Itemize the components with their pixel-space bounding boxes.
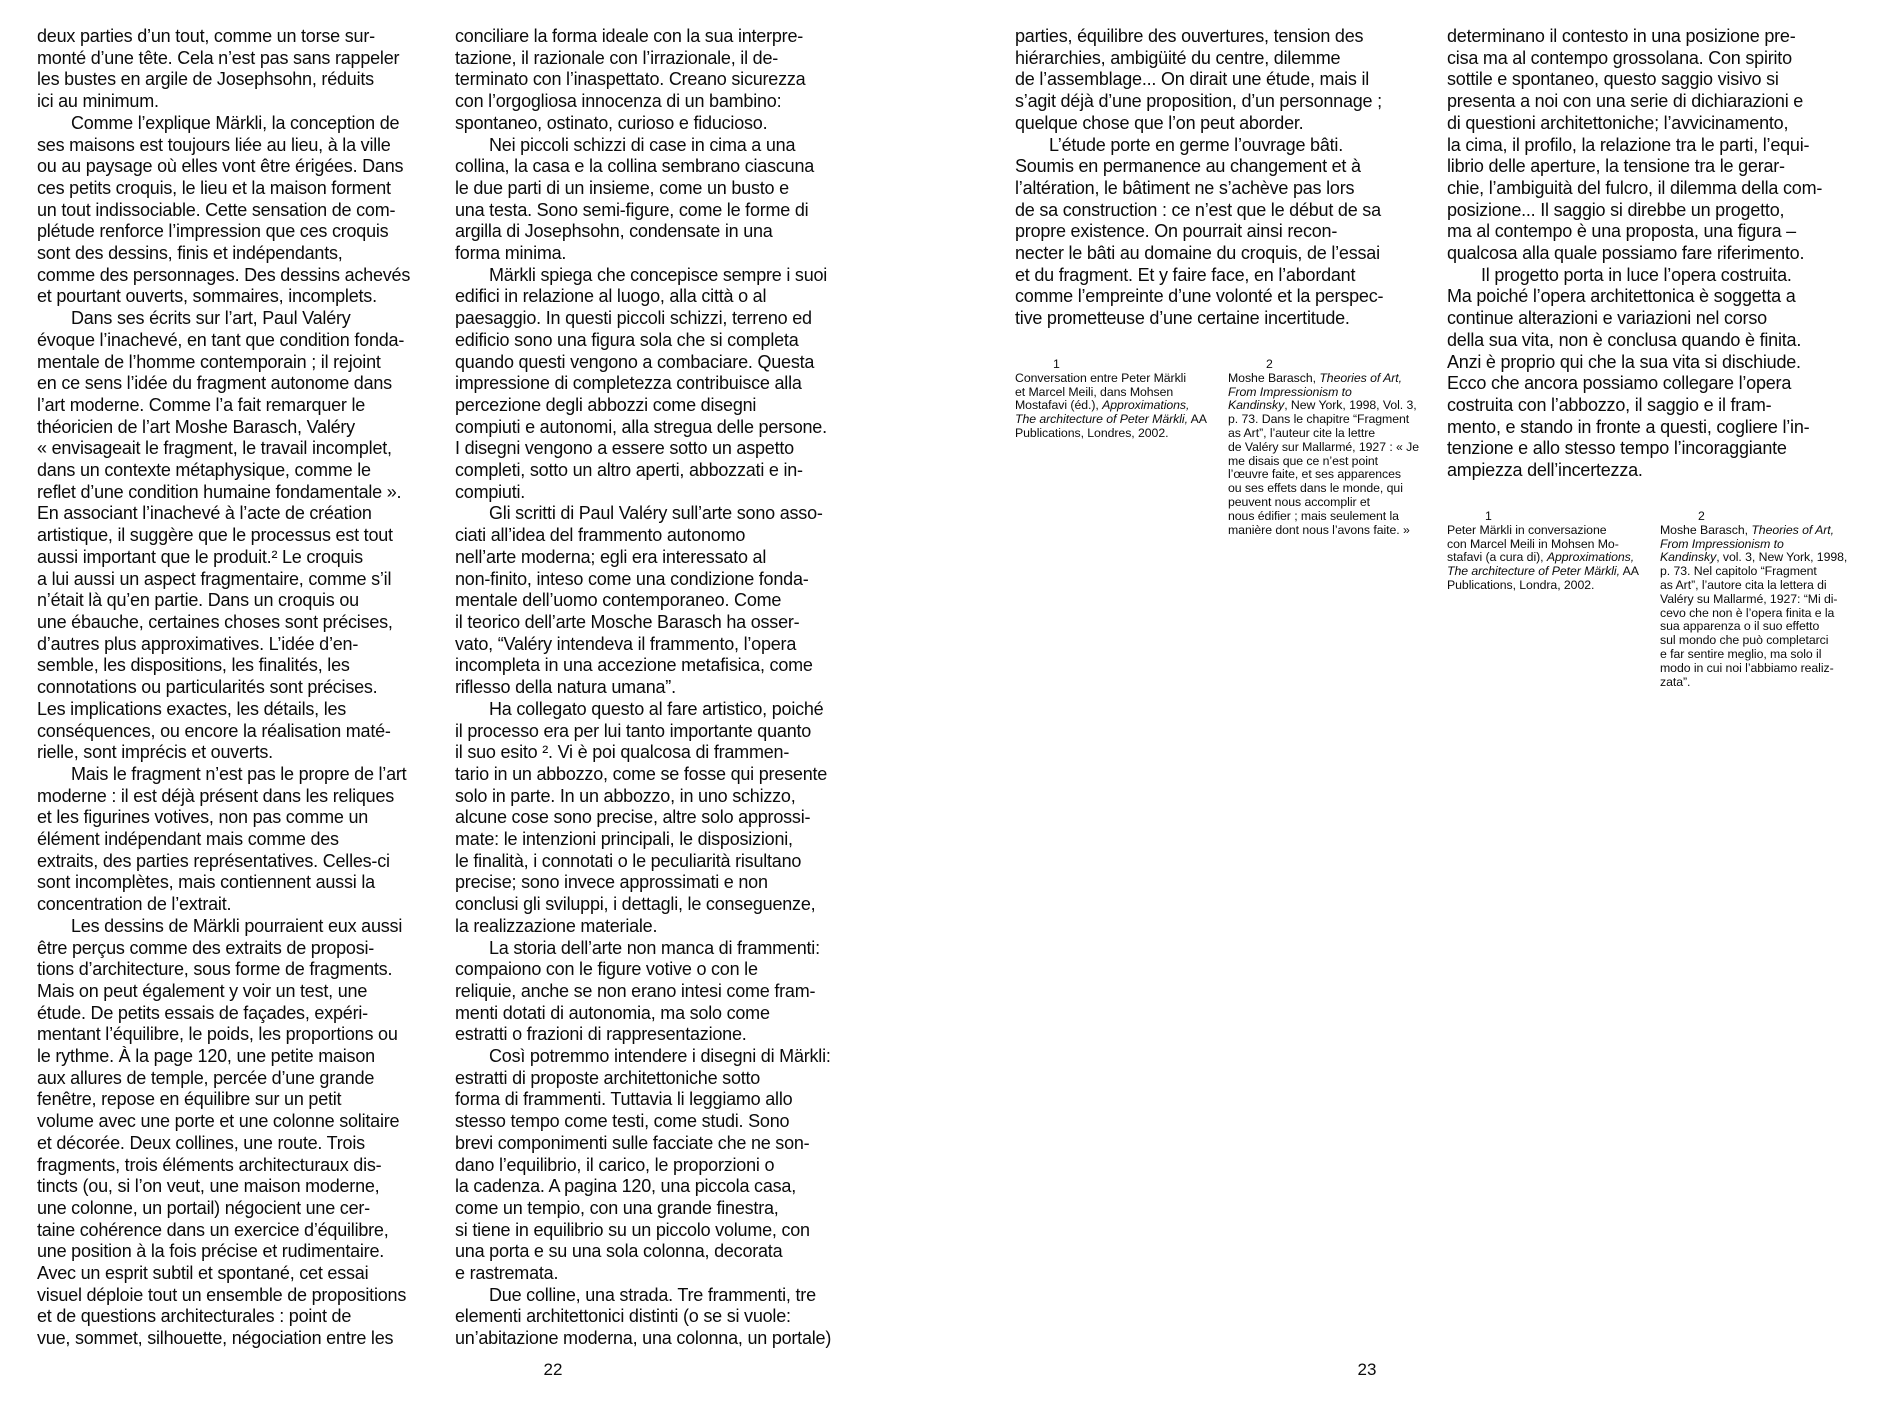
text-line: fragments, trois éléments architecturaux dis- — [37, 1154, 382, 1175]
text-line: Ma poiché l’opera architettonica è soggetta a — [1447, 286, 1796, 307]
text-line: ces petits croquis, le lieu et la maison forment — [37, 177, 391, 198]
text-line: compiuti e autonomi, alla stregua delle persone. — [455, 416, 827, 437]
text-line: si tiene in equilibrio su un piccolo volume, con — [455, 1219, 810, 1240]
text-line: n’était là qu’en partie. Dans un croquis ou — [37, 590, 359, 611]
text-line: une ébauche, certaines choses sont précises, — [37, 611, 393, 632]
footnote-line: l’œuvre faite, et ses apparences — [1228, 467, 1402, 482]
text-line: argilla di Josephsohn, condensate in una — [455, 221, 773, 242]
footnote-line: et Marcel Meili, dans Mohsen — [1015, 384, 1174, 399]
text-line: quelque chose que l’on peut aborder. — [1015, 112, 1304, 133]
text-line: une colonne, un portail) négocient une cer- — [37, 1197, 370, 1218]
text-line: Märkli spiega che concepisce sempre i suoi — [489, 264, 828, 285]
text-line: Nei piccoli schizzi di case in cima a una — [489, 134, 796, 155]
paragraph — [1015, 26, 1382, 135]
text-line: tincts (ou, si l’on veut, une maison moderne, — [37, 1176, 380, 1197]
text-line: stesso tempo come testi, come studi. Sono — [455, 1111, 790, 1132]
footnote-line: From Impressionism to — [1660, 536, 1784, 551]
text-line: Così potremmo intendere i disegni di Märkli: — [489, 1046, 831, 1067]
text-line: estratti di proposte architettoniche sotto — [455, 1067, 761, 1088]
text-line: non-finito, inteso come una condizione fonda- — [455, 568, 809, 589]
text-line: precise; sono invece approssimati e non — [455, 872, 768, 893]
text-line: compiuti. — [455, 481, 526, 502]
footnote-2-italian — [1660, 510, 1860, 689]
footnote-line: modo in cui noi l’abbiamo realiz- — [1660, 660, 1834, 675]
text-line: forma di frammenti. Tuttavia li leggiamo allo — [455, 1089, 793, 1110]
text-line: tions d’architecture, sous forme de fragments. — [37, 959, 393, 980]
paragraph — [1447, 26, 1823, 265]
text-line: une position à la fois précise et rudimentaire. — [37, 1241, 385, 1262]
footnote-line: Peter Märkli in conversazione — [1447, 522, 1607, 537]
text-line: et de questions architecturales : point de — [37, 1306, 352, 1327]
footnote-line: as Art”, l’auteur cite la lettre — [1228, 425, 1376, 440]
text-line: d’autres plus approximatives. L’idée d’en- — [37, 633, 359, 654]
text-line: l’art moderne. Comme l’a fait remarquer le — [37, 394, 366, 415]
footnote-line: From Impressionism to — [1228, 384, 1352, 399]
text-line: conclusi gli sviluppi, i dettagli, le conseguenze, — [455, 894, 816, 915]
page-number-right: 23 — [1357, 1360, 1377, 1379]
text-line: reliquie, anche se non erano intesi come fram- — [455, 980, 816, 1001]
paragraph — [1015, 134, 1384, 330]
text-line: et pourtant ouverts, sommaires, incomplets. — [37, 286, 377, 307]
text-line: posizione... Il saggio si direbbe un progetto, — [1447, 199, 1785, 220]
paragraph — [37, 915, 407, 1350]
text-line: reflet d’une condition humaine fondamentale ». — [37, 481, 402, 502]
text-line: librio delle aperture, la tensione tra le gerar- — [1447, 156, 1785, 177]
text-line: et du fragment. Et y faire face, en l’abordant — [1015, 264, 1356, 285]
footnote-line: e far sentire meglio, ma solo il — [1660, 646, 1822, 661]
text-line: sont incomplètes, mais contiennent aussi la — [37, 872, 375, 893]
text-line: cisa ma al contempo grossolana. Con spirito — [1447, 47, 1792, 68]
text-line: être perçus comme des extraits de proposi- — [37, 937, 375, 958]
text-line: determinano il contesto in una posizione pre- — [1447, 26, 1796, 46]
text-line: spontaneo, ostinato, curioso e fiducioso. — [455, 112, 768, 133]
text-line: la realizzazione materiale. — [455, 915, 658, 936]
text-line: una porta e su una sola colonna, decorata — [455, 1241, 783, 1262]
text-line: completi, sotto un altro aperti, abbozzati e in- — [455, 460, 803, 481]
text-line: En associant l’inachevé à l’acte de création — [37, 503, 372, 524]
text-line: rielle, sont imprécis et ouverts. — [37, 742, 273, 763]
text-line: concentration de l’extrait. — [37, 894, 232, 915]
paragraph — [455, 134, 815, 265]
footnote-line: manière dont nous l’avons faite. » — [1228, 522, 1410, 537]
text-line: dano l’equilibrio, il carico, le proporzioni o — [455, 1154, 775, 1175]
footnote-line: as Art”, l’autore cita la lettera di — [1660, 577, 1827, 592]
footnote-line: The architecture of Peter Märkli, AA — [1447, 564, 1639, 579]
text-line: Comme l’explique Märkli, la conception de — [71, 112, 400, 133]
footnote-line: Mostafavi (éd.), Approximations, — [1015, 398, 1190, 413]
footnote-line: sul mondo che può completarci — [1660, 633, 1829, 648]
text-line: ciati all’idea del frammento autonomo — [455, 525, 746, 546]
text-line: a lui aussi un aspect fragmentaire, comme s’il — [37, 568, 392, 589]
footnote-1-italian — [1447, 510, 1647, 593]
text-line: un tout indissociable. Cette sensation de com- — [37, 199, 396, 220]
footnote-number: 1 — [1053, 357, 1060, 371]
text-line: monté d’une tête. Cela n’est pas sans rappeler — [37, 47, 400, 68]
footnote-line: p. 73. Dans le chapitre “Fragment — [1228, 412, 1410, 427]
page22-right-column-italian — [455, 26, 832, 1350]
footnote-line: peuvent nous accomplir et — [1228, 494, 1371, 509]
text-line: nell’arte moderna; egli era interessato al — [455, 546, 767, 567]
text-line: Due colline, una strada. Tre frammenti, tre — [489, 1284, 816, 1305]
text-line: ou au paysage où elles vont être érigées. Dans — [37, 156, 404, 177]
text-line: et les figurines votives, non pas comme un — [37, 807, 369, 828]
paragraph — [455, 26, 811, 135]
text-line: ses maisons est toujours liée au lieu, à la ville — [37, 134, 391, 155]
text-line: évoque l’inachevé, en tant que condition fonda- — [37, 329, 405, 350]
footnote-line: Kandinsky, vol. 3, New York, 1998, — [1660, 550, 1848, 565]
text-line: Anzi è proprio qui che la sua vita si dischiude. — [1447, 351, 1801, 372]
footnote-number: 2 — [1266, 357, 1273, 371]
text-line: paesaggio. In questi piccoli schizzi, terreno ed — [455, 308, 812, 329]
text-line: ma al contempo è una proposta, una figura – — [1447, 221, 1796, 242]
text-line: terminato con l’inaspettato. Creano sicurezza — [455, 69, 806, 90]
paragraph — [455, 698, 828, 938]
text-line: sottile e spontaneo, questo saggio visivo si — [1447, 69, 1779, 90]
paragraph — [455, 264, 828, 504]
text-line: aux allures de temple, percée d’une grande — [37, 1067, 375, 1088]
text-line: artistique, il suggère que le processus est tout — [37, 525, 393, 546]
text-line: incompleta in una accezione metafisica, come — [455, 655, 813, 676]
text-line: L’étude porte en germe l’ouvrage bâti. — [1049, 134, 1343, 155]
text-line: mento, e stando in fronte a questi, cogliere l’in- — [1447, 416, 1810, 437]
text-line: Ha collegato questo al fare artistico, poiché — [489, 698, 824, 719]
text-line: propre existence. On pourrait ainsi recon- — [1015, 221, 1338, 242]
text-line: costruita con l’abbozzo, il saggio e il fram- — [1447, 394, 1772, 415]
text-line: taine cohérence dans un exercice d’équilibre, — [37, 1219, 389, 1240]
text-line: impressione di completezza contribuisce alla — [455, 373, 802, 394]
text-line: forma minima. — [455, 243, 567, 264]
text-line: qualcosa alla quale possiamo fare riferimento. — [1447, 243, 1805, 264]
text-line: de l’assemblage... On dirait une étude, mais il — [1015, 69, 1370, 90]
footnote-line: me disais que ce n’est point — [1228, 453, 1379, 468]
text-line: estratti o frazioni di rappresentazione. — [455, 1024, 747, 1045]
footnote-1-french — [1015, 358, 1215, 441]
paragraph — [37, 308, 405, 764]
text-line: aussi important que le produit.² Le croquis — [37, 546, 363, 567]
text-line: dans un contexte métaphysique, comme le — [37, 460, 371, 481]
text-line: comme l’empreinte d’une volonté et la perspec- — [1015, 286, 1384, 307]
text-line: vato, “Valéry intendeva il frammento, l’opera — [455, 633, 797, 654]
text-line: théoricien de l’art Moshe Barasch, Valéry — [37, 416, 355, 437]
paragraph — [37, 763, 407, 916]
text-line: la cima, il profilo, la relazione tra le parti, l’equi- — [1447, 134, 1810, 155]
text-line: mentant l’équilibre, le poids, les proportions ou — [37, 1024, 398, 1045]
text-line: conséquences, ou encore la réalisation maté- — [37, 720, 391, 741]
text-line: riflesso della natura umana”. — [455, 677, 676, 698]
text-line: visuel déploie tout un ensemble de propositions — [37, 1284, 407, 1305]
text-line: moderne : il est déjà présent dans les reliques — [37, 785, 395, 806]
text-line: edificio sono una figura sola che si completa — [455, 329, 799, 350]
text-line: percezione degli abbozzi come disegni — [455, 394, 757, 415]
paragraph — [455, 1284, 832, 1350]
footnote-line: Valéry su Mallarmé, 1927: “Mi di- — [1660, 591, 1838, 606]
text-line: alcune cose sono precise, altre solo approssi- — [455, 807, 811, 828]
footnote-line: Publications, Londres, 2002. — [1015, 425, 1169, 440]
text-line: presenta a noi con una serie di dichiarazioni e — [1447, 91, 1804, 112]
text-line: Mais le fragment n’est pas le propre de l’art — [71, 763, 407, 784]
text-line: il teorico dell’arte Mosche Barasch ha osser- — [455, 611, 800, 632]
text-line: étude. De petits essais de façades, expéri- — [37, 1002, 368, 1023]
footnote-line: de Valéry sur Mallarmé, 1927 : « Je — [1228, 439, 1420, 454]
text-line: quando questi vengono a combaciare. Questa — [455, 351, 815, 372]
text-line: en ce sens l’idée du fragment autonome dans — [37, 373, 392, 394]
text-line: di questioni architettoniche; l’avvicinamento, — [1447, 112, 1789, 133]
text-line: continue alterazioni e variazioni nel corso — [1447, 308, 1767, 329]
text-line: tenzione e allo stesso tempo l’incoraggiante — [1447, 438, 1787, 459]
text-line: Gli scritti di Paul Valéry sull’arte sono asso- — [489, 503, 823, 524]
text-line: Dans ses écrits sur l’art, Paul Valéry — [71, 308, 351, 329]
footnote-line: cevo che non è l’opera finita e la — [1660, 605, 1835, 620]
text-line: comme des personnages. Des dessins achevés — [37, 264, 411, 285]
text-line: le finalità, i connotati o le peculiarità risultano — [455, 850, 802, 871]
text-line: il suo esito ². Vi è poi qualcosa di frammen- — [455, 742, 790, 763]
text-line: sont des dessins, finis et indépendants, — [37, 243, 343, 264]
text-line: les bustes en argile de Josephsohn, réduits — [37, 69, 374, 90]
text-line: mate: le intenzioni principali, le disposizioni, — [455, 829, 793, 850]
footnote-line: zata”. — [1660, 674, 1691, 689]
footnote-line: Conversation entre Peter Märkli — [1015, 370, 1187, 385]
footnote-line: Publications, Londra, 2002. — [1447, 577, 1595, 592]
paragraph — [455, 1046, 831, 1285]
text-line: collina, la casa e la collina sembrano ciascuna — [455, 156, 815, 177]
footnote-line: ou ses effets dans le monde, qui — [1228, 481, 1403, 496]
text-line: il processo era per lui tanto importante quanto — [455, 720, 812, 741]
text-line: come un tempio, con una grande finestra, — [455, 1197, 779, 1218]
text-line: con l’orgogliosa innocenza di un bambino: — [455, 91, 782, 112]
footnote-line: con Marcel Meili in Mohsen Mo- — [1447, 536, 1619, 551]
text-line: Les dessins de Märkli pourraient eux aussi — [71, 915, 403, 936]
text-line: plétude renforce l’impression que ces croquis — [37, 221, 389, 242]
footnote-number: 1 — [1485, 509, 1492, 523]
paragraph — [37, 26, 400, 113]
text-line: extraits, des parties représentatives. Celles-ci — [37, 850, 390, 871]
footnote-line: Moshe Barasch, Theories of Art, — [1228, 370, 1402, 385]
text-line: un’abitazione moderna, una colonna, un portale) — [455, 1328, 832, 1349]
text-line: chie, l’ambiguità del fulcro, il dilemma della com- — [1447, 177, 1823, 198]
text-line: le due parti di un insieme, come un busto e — [455, 177, 789, 198]
text-line: conciliare la forma ideale con la sua interpre- — [455, 26, 804, 46]
paragraph — [37, 112, 411, 308]
text-line: vue, sommet, silhouette, négociation entre les — [37, 1328, 394, 1349]
text-line: Soumis en permanence au changement et à — [1015, 156, 1361, 177]
footnote-line: nous édifier ; mais seulement la — [1228, 508, 1399, 523]
text-line: tazione, il razionale con l’irrazionale, il de- — [455, 47, 779, 68]
text-line: elementi architettonici distinti (o se si vuole: — [455, 1306, 791, 1327]
text-line: della sua vita, non è conclusa quando è finita. — [1447, 329, 1802, 350]
text-line: semble, les dispositions, les finalités, les — [37, 655, 350, 676]
text-line: e rastremata. — [455, 1263, 559, 1284]
page23-right-column-italian — [1447, 26, 1823, 482]
text-line: la cadenza. A pagina 120, una piccola casa, — [455, 1176, 796, 1197]
paragraph — [455, 937, 820, 1047]
text-line: compaiono con le figure votive o con le — [455, 959, 758, 980]
footnote-2-french — [1228, 358, 1418, 537]
text-line: connotations ou particularités sont précises. — [37, 677, 378, 698]
text-line: brevi componimenti sulle facciate che ne son- — [455, 1132, 810, 1153]
page23-left-column-french — [1015, 26, 1384, 330]
text-line: solo in parte. In un abbozzo, in uno schizzo, — [455, 785, 796, 806]
text-line: tario in un abbozzo, come se fosse qui presente — [455, 763, 828, 784]
text-line: Ecco che ancora possiamo collegare l’opera — [1447, 373, 1792, 394]
text-line: « envisageait le fragment, le travail incomplet, — [37, 438, 392, 459]
page-number-left: 22 — [543, 1360, 563, 1379]
footnote-line: Moshe Barasch, Theories of Art, — [1660, 522, 1834, 537]
text-line: Les implications exactes, les détails, les — [37, 698, 347, 719]
text-line: l’altération, le bâtiment ne s’achève pas lors — [1015, 177, 1355, 198]
footnote-line: sua apparenza o il suo effetto — [1660, 619, 1820, 634]
text-line: una testa. Sono semi-figure, come le forme di — [455, 199, 809, 220]
text-line: mentale de l’homme contemporain ; il rejoint — [37, 351, 381, 372]
text-line: s’agit déjà d’une proposition, d’un personnage ; — [1015, 91, 1382, 112]
text-line: Avec un esprit subtil et spontané, cet essai — [37, 1263, 369, 1284]
text-line: tive prometteuse d’une certaine incertitude. — [1015, 308, 1350, 329]
text-line: ampiezza dell’incertezza. — [1447, 460, 1643, 481]
text-line: ici au minimum. — [37, 91, 159, 112]
paragraph — [455, 503, 823, 698]
footnote-line: The architecture of Peter Märkli, AA — [1015, 412, 1207, 427]
text-line: parties, équilibre des ouvertures, tension des — [1015, 26, 1364, 46]
text-line: fenêtre, repose en équilibre sur un petit — [37, 1089, 342, 1110]
text-line: Mais on peut également y voir un test, une — [37, 980, 368, 1001]
text-line: hiérarchies, ambigüité du centre, dilemme — [1015, 47, 1341, 68]
text-line: le rythme. À la page 120, une petite maison — [37, 1046, 375, 1067]
text-line: Il progetto porta in luce l’opera costruita. — [1481, 264, 1792, 285]
text-line: et décorée. Deux collines, une route. Trois — [37, 1132, 365, 1153]
footnote-line: Kandinsky, New York, 1998, Vol. 3, — [1228, 398, 1417, 413]
text-line: La storia dell’arte non manca di frammenti: — [489, 937, 820, 958]
page22-left-column-french — [37, 26, 411, 1350]
text-line: necter le bâti au domaine du croquis, de l’essai — [1015, 243, 1380, 264]
text-line: menti dotati di autonomia, ma solo come — [455, 1002, 770, 1023]
text-line: mentale dell’uomo contemporaneo. Come — [455, 590, 782, 611]
text-line: edifici in relazione al luogo, alla città o al — [455, 286, 767, 307]
footnote-number: 2 — [1698, 509, 1705, 523]
text-line: deux parties d’un tout, comme un torse sur- — [37, 26, 375, 46]
paragraph — [1447, 264, 1810, 482]
text-line: volume avec une porte et une colonne solitaire — [37, 1111, 400, 1132]
footnote-line: stafavi (a cura di), Approximations, — [1447, 550, 1635, 565]
text-line: I disegni vengono a essere sotto un aspetto — [455, 438, 794, 459]
text-line: élément indépendant mais comme des — [37, 829, 339, 850]
text-line: de sa construction : ce n’est que le début de sa — [1015, 199, 1381, 220]
footnote-line: p. 73. Nel capitolo “Fragment — [1660, 564, 1817, 579]
